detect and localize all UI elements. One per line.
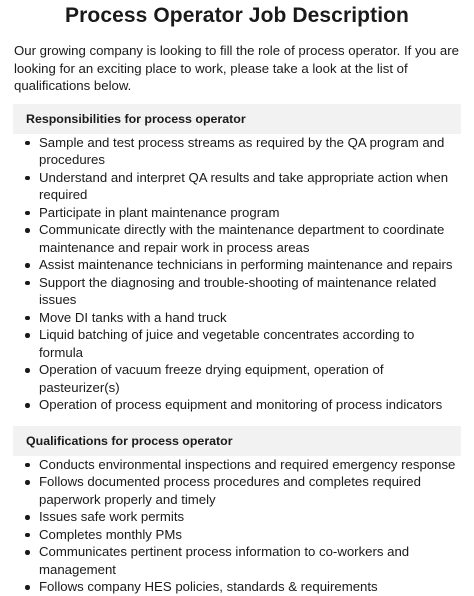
responsibilities-list (14, 134, 460, 414)
list-item: Conducts environmental inspections and required emergency response (39, 456, 460, 474)
list-item: Issues safe work permits (39, 508, 460, 526)
list-item: Operation of process equipment and monitoring of process indicators (39, 396, 460, 414)
list-item: Operation of vacuum freeze drying equipment, operation of pasteurizer(s) (39, 361, 460, 396)
list-item: Sample and test process streams as required by the QA program and procedures (39, 134, 460, 169)
list-item: Completes monthly PMs (39, 526, 460, 544)
list-item: Communicates pertinent process information to co-workers and management (39, 543, 460, 578)
list-item: Follows documented process procedures and completes required paperwork properly and timely (39, 473, 460, 508)
list-item: Support the diagnosing and trouble-shooting of maintenance related issues (39, 274, 460, 309)
list-item: Move DI tanks with a hand truck (39, 309, 460, 327)
list-item: Participate in plant maintenance program (39, 204, 460, 222)
responsibilities-heading: Responsibilities for process operator (13, 104, 461, 134)
list-item: Liquid batching of juice and vegetable concentrates according to formula (39, 326, 460, 361)
list-item: Assist maintenance technicians in performing maintenance and repairs (39, 256, 460, 274)
qualifications-list (14, 456, 460, 596)
qualifications-heading: Qualifications for process operator (13, 426, 461, 456)
list-item: Follows company HES policies, standards & requirements (39, 578, 460, 596)
list-item: Communicate directly with the maintenance department to coordinate maintenance and repair work in process areas (39, 221, 460, 256)
intro-paragraph: Our growing company is looking to fill the role of process operator. If you are looking for an exciting place to work, please take a look at the list of qualifications below. (14, 43, 459, 93)
page-title: Process Operator Job Description (65, 4, 409, 27)
list-item: Understand and interpret QA results and take appropriate action when required (39, 169, 460, 204)
